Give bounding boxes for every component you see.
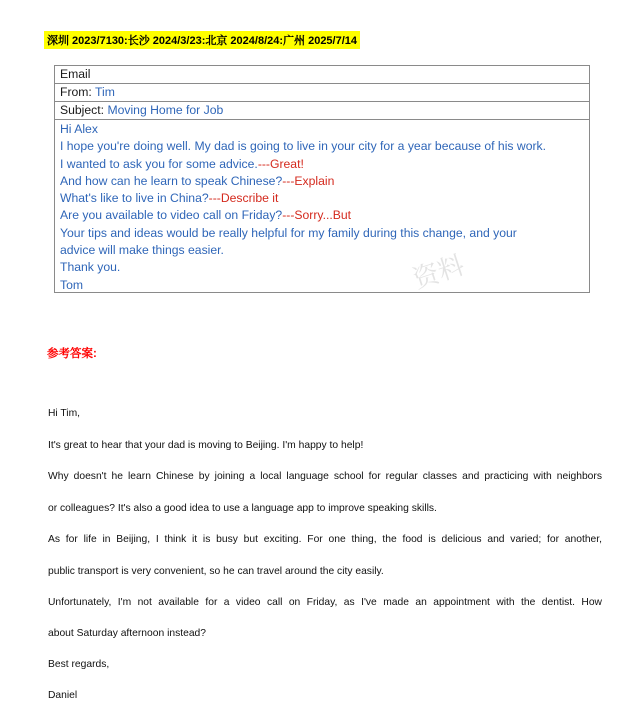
email-line-text: And how can he learn to speak Chinese? <box>60 173 283 188</box>
email-subject-row <box>55 102 589 120</box>
email-line <box>60 190 589 207</box>
email-line <box>60 156 589 173</box>
annotation-note: ---Great! <box>257 156 304 171</box>
letter-greeting: Hi Tim, <box>48 408 81 419</box>
email-closing: Thank you. <box>60 260 121 275</box>
letter-paragraph: Unfortunately, I'm not available for a video call on Friday, as I've made an appointment with the dentist. How <box>48 597 602 608</box>
annotation-note: ---Sorry...But <box>282 208 352 223</box>
letter-paragraph: or colleagues? It's also a good idea to use a language app to improve speaking skills. <box>48 503 437 514</box>
from-value: Tim <box>95 85 115 99</box>
letter-paragraph: Why doesn't he learn Chinese by joining a local language school for regular classes and practicing with neighbors <box>48 471 602 482</box>
from-label: From: <box>60 85 92 99</box>
email-line: advice will make things easier. <box>60 243 224 258</box>
letter-paragraph: It's great to hear that your dad is moving to Beijing. I'm happy to help! <box>48 440 364 451</box>
email-body <box>55 120 589 294</box>
subject-label: Subject: <box>60 103 105 117</box>
answer-title: 参考答案: <box>47 348 97 360</box>
letter-closing: Best regards, <box>48 659 110 670</box>
email-title: Email <box>55 66 589 84</box>
letter-paragraph: about Saturday afternoon instead? <box>48 628 207 639</box>
email-line <box>60 207 589 224</box>
email-line-text: What's like to live in China? <box>60 191 209 206</box>
email-line-text: Are you available to video call on Friday? <box>60 208 283 223</box>
letter-paragraph: As for life in Beijing, I think it is busy but exciting. For one thing, the food is delicious and varied; for another, <box>48 534 602 545</box>
email-line: Your tips and ideas would be really helpful for my family during this change, and your <box>60 225 517 240</box>
email-from-row <box>55 84 589 102</box>
annotation-note: ---Explain <box>282 173 335 188</box>
email-signature: Tom <box>60 277 84 292</box>
annotation-note: ---Describe it <box>208 191 279 206</box>
email-line <box>60 173 589 190</box>
email-greeting: Hi Alex <box>60 122 98 136</box>
subject-value: Moving Home for Job <box>107 103 224 117</box>
date-location-note: 深圳 2023/7130:长沙 2024/3/23:北京 2024/8/24:广州 2025/7/14 <box>44 31 360 49</box>
email-line: I hope you're doing well. My dad is going to live in your city for a year because of his work. <box>60 139 547 154</box>
watermark: 资料 <box>409 250 469 296</box>
email-line-text: I wanted to ask you for some advice. <box>60 156 258 171</box>
email-prompt-box <box>54 65 590 293</box>
letter-signature: Daniel <box>48 690 78 701</box>
letter-paragraph: public transport is very convenient, so he can travel around the city easily. <box>48 566 384 577</box>
